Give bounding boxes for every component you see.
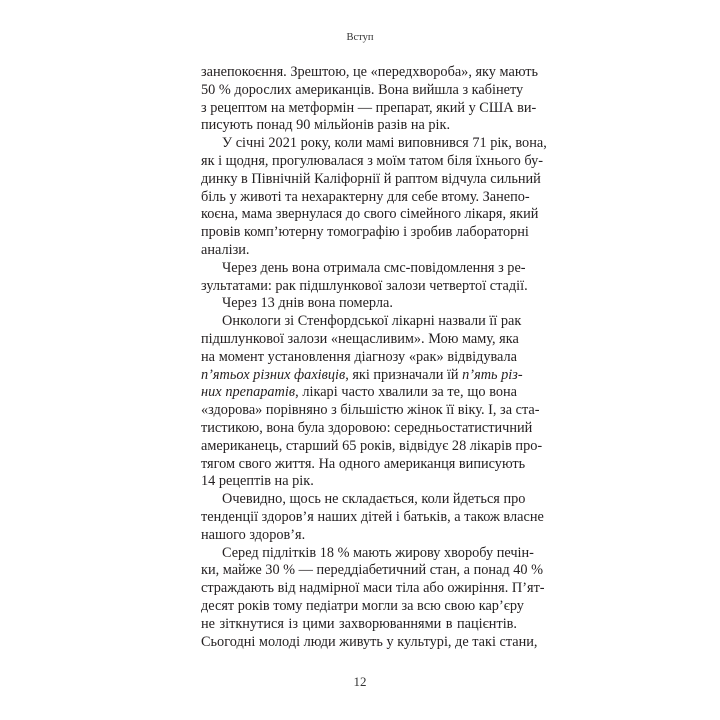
text-line: тенденції здоров’я наших дітей і батьків, а також власне xyxy=(201,508,544,525)
text-line: не зіткнутися із цими захворюваннями в пацієнтів. xyxy=(201,615,517,632)
paragraph xyxy=(201,544,545,652)
text-line: них препаратів, лікарі часто хвалили за те, що вона xyxy=(201,384,517,401)
text-line: тягом свого життя. На одного американця виписують xyxy=(201,455,526,472)
text-line: У січні 2021 року, коли мамі виповнився 71 рік, вона, xyxy=(222,135,547,152)
text-line: Через 13 днів вона померла. xyxy=(222,295,393,312)
running-head: Вступ xyxy=(346,32,374,43)
text-line: Очевидно, щось не складається, коли йдеться про xyxy=(222,491,526,508)
paragraph xyxy=(201,491,544,544)
text-line: 14 рецептів на рік. xyxy=(201,473,314,490)
paragraph xyxy=(201,295,517,313)
text-line: тистикою, вона була здоровою: середньостатистичний xyxy=(201,419,533,436)
text-line: коєна, мама звернулася до свого сімейного лікаря, який xyxy=(201,206,539,223)
text-line: писують понад 90 мільйонів разів на рік. xyxy=(201,117,451,134)
paragraph xyxy=(201,135,547,260)
text-line: п’ятьох різних фахівців, які призначали їй п’ять різ- xyxy=(201,366,523,383)
text-line: підшлункової залози «нещасливим». Мою маму, яка xyxy=(201,330,519,347)
paragraph xyxy=(201,64,539,135)
text-line: біль у животі та нехарактерну для себе втому. Занепо- xyxy=(201,188,530,205)
text-line: аналізи. xyxy=(201,241,250,258)
text-line: з рецептом на метформін — препарат, який у США ви- xyxy=(201,99,537,116)
body-text xyxy=(201,64,547,651)
page-number: 12 xyxy=(353,674,367,689)
text-line: на момент установлення діагнозу «рак» відвідувала xyxy=(201,348,517,365)
text-line: Онкологи зі Стенфордської лікарні назвали її рак xyxy=(222,313,522,330)
text-line: Сьогодні молоді люди живуть у культурі, де такі стани, xyxy=(201,633,538,650)
text-line: 50 % дорослих американців. Вона вийшла з кабінету xyxy=(201,81,524,98)
text-line: Через день вона отримала смс-повідомлення з ре- xyxy=(222,259,526,276)
text-line: страждають від надмірної маси тіла або ожиріння. П’ят- xyxy=(201,580,545,597)
text-line: зультатами: рак підшлункової залози четвертої стадії. xyxy=(201,277,528,294)
text-line: провів комп’ютерну томографію і зробив лабораторні xyxy=(201,224,529,241)
text-line: американець, старший 65 років, відвідує 28 лікарів про- xyxy=(201,437,543,454)
text-line: «здорова» порівняно з більшістю жінок її віку. І, за ста- xyxy=(201,402,540,419)
text-line: нашого здоров’я. xyxy=(201,526,306,543)
text-line: десят років тому педіатри могли за всю свою кар’єру xyxy=(201,597,524,614)
text-line: динку в Північній Каліфорнії й раптом відчула сильний xyxy=(201,170,541,187)
paragraph xyxy=(201,313,543,491)
text-line: ки, майже 30 % — переддіабетичний стан, а понад 40 % xyxy=(201,562,544,579)
text-line: як і щодня, прогулювалася з моїм татом біля їхнього бу- xyxy=(201,152,544,169)
text-line: занепокоєння. Зрештою, це «передхвороба», яку мають xyxy=(201,64,539,80)
paragraph xyxy=(201,259,528,296)
text-line: Серед підлітків 18 % мають жирову хворобу печін- xyxy=(222,544,534,561)
